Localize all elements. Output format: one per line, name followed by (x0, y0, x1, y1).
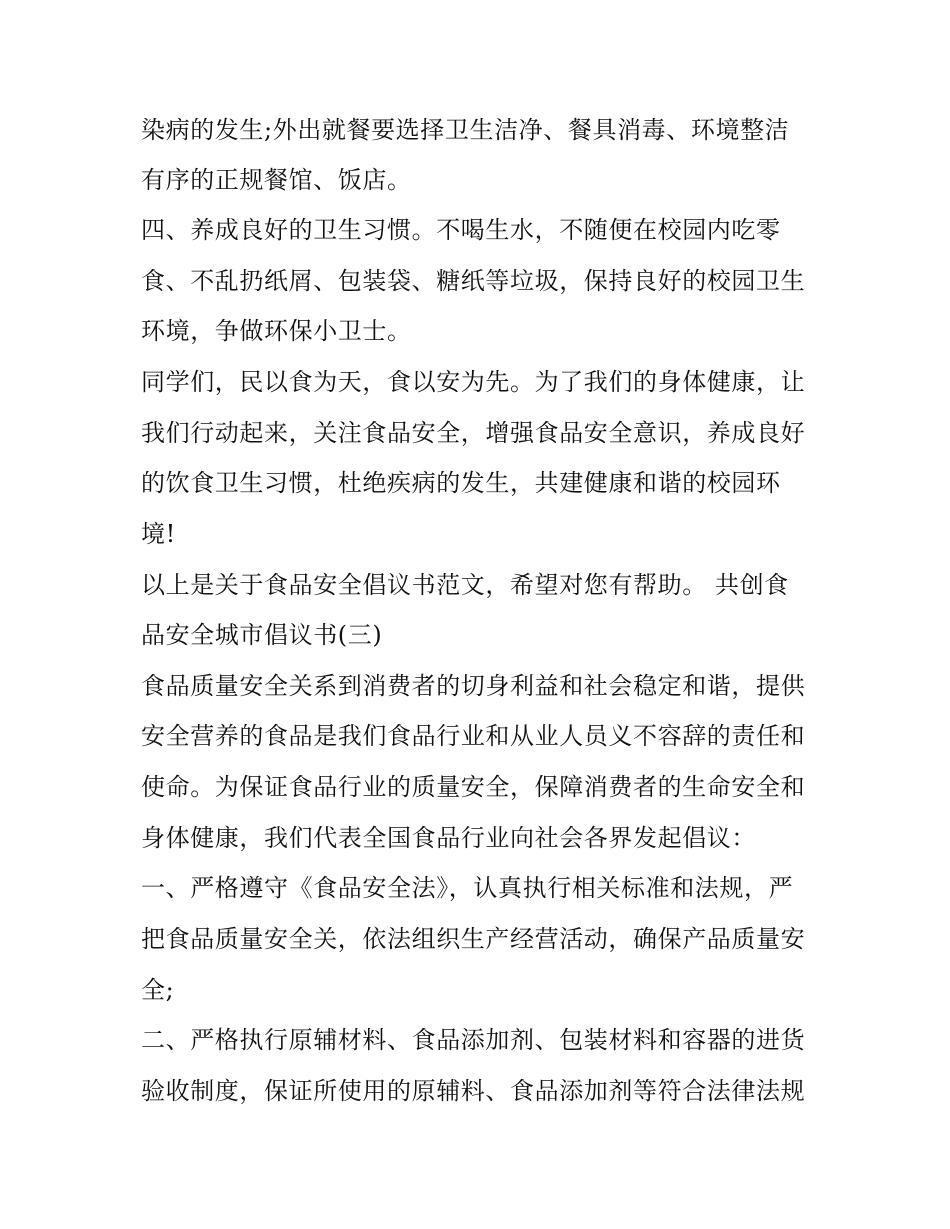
text-line: 身体健康，我们代表全国食品行业向社会各界发起倡议： (141, 824, 756, 852)
text-line: 染病的发生;外出就餐要选择卫生洁净、餐具消毒、环境整洁 (141, 116, 790, 144)
text-line: 二、严格执行原辅材料、食品添加剂、包装材料和容器的进货 (141, 1026, 806, 1054)
text-line: 食、不乱扔纸屑、包装袋、糖纸等垃圾，保持良好的校园卫生 (141, 267, 806, 295)
text-line: 全; (141, 976, 175, 1004)
text-line: 食品质量安全关系到消费者的切身利益和社会稳定和谐，提供 (141, 672, 806, 700)
text-line: 验收制度，保证所使用的原辅料、食品添加剂等符合法律法规 (141, 1077, 806, 1105)
text-line: 品安全城市倡议书(三) (141, 621, 383, 649)
text-line: 使命。为保证食品行业的质量安全，保障消费者的生命安全和 (141, 773, 806, 801)
text-line: 同学们，民以食为天，食以安为先。为了我们的身体健康，让 (141, 368, 806, 396)
text-line: 环境，争做环保小卫士。 (141, 317, 412, 345)
text-line: 一、严格遵守《食品安全法》，认真执行相关标准和法规，严 (141, 874, 794, 902)
text-line: 把食品质量安全关，依法组织生产经营活动，确保产品质量安 (141, 925, 806, 953)
text-line: 境! (141, 520, 176, 548)
text-line: 四、养成良好的卫生习惯。不喝生水，不随便在校园内吃零 (141, 216, 781, 244)
text-line: 以上是关于食品安全倡议书范文，希望对您有帮助。 共创食 (141, 571, 789, 599)
text-line: 的饮食卫生习惯，杜绝疾病的发生，共建健康和谐的校园环 (141, 469, 781, 497)
text-line: 安全营养的食品是我们食品行业和从业人员义不容辞的责任和 (141, 722, 806, 750)
text-line: 有序的正规餐馆、饭店。 (141, 166, 412, 194)
text-line: 我们行动起来，关注食品安全，增强食品安全意识，养成良好 (141, 419, 806, 447)
